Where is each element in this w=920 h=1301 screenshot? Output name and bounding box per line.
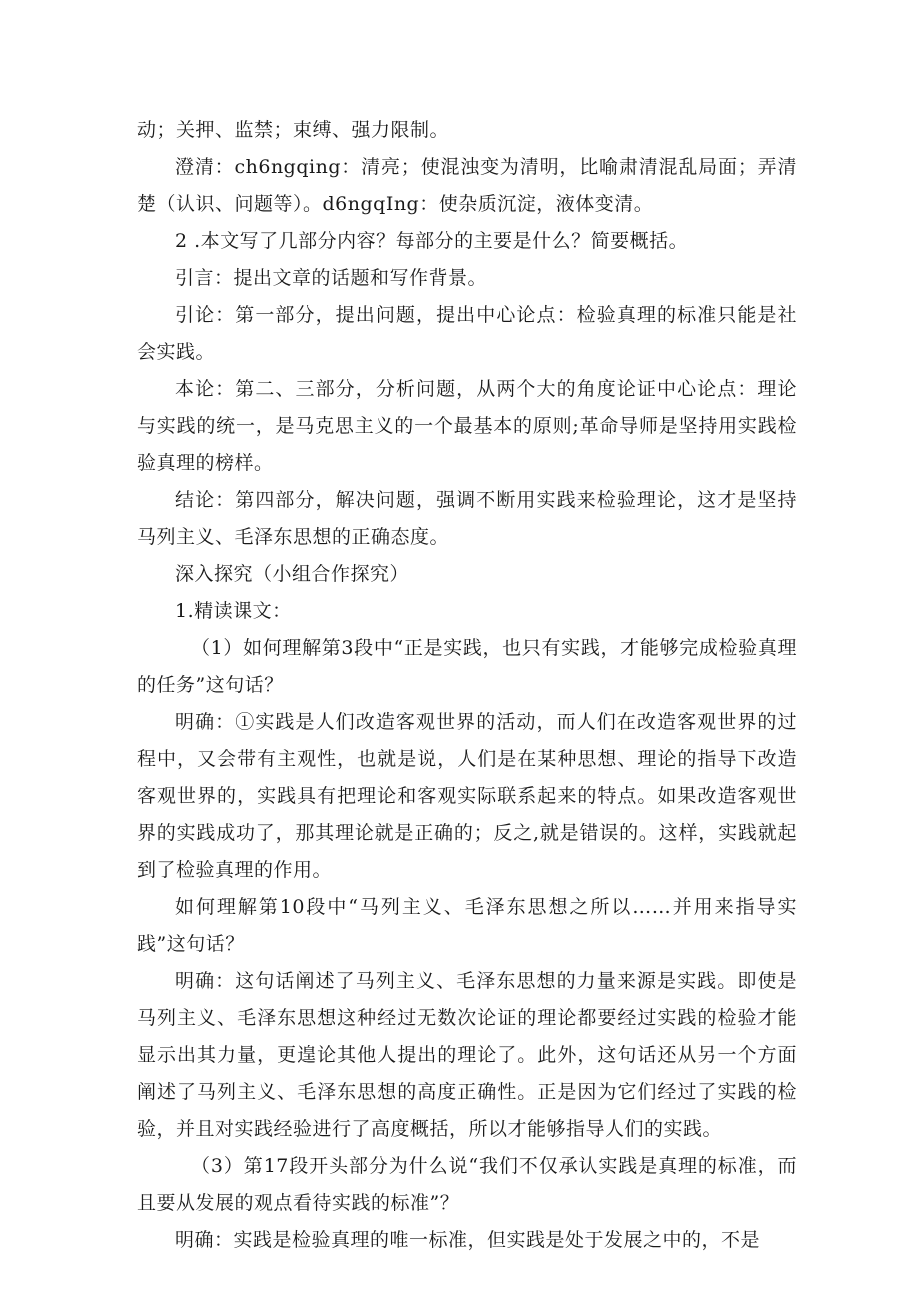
paragraph: 引言：提出文章的话题和写作背景。 [175,267,488,289]
answer-paragraph: 明确：这句话阐述了马列主义、毛泽东思想的力量来源是实践。即使是马列主义、毛泽东思想这种经过无数次论证的理论都要经过实践的检验才能显示出其力量，更遑论其他人提出的理论了。此外，这句话还从另一个方面阐述了马列主义、毛泽东思想的高度正确性。正是因为它们经过了实践的检验，并且对实践经验进行了高度概括，所以才能够指导人们的实践。 [137,970,797,1140]
paragraph: 动；关押、监禁；束缚、强力限制。 [137,119,450,141]
paragraph: 结论：第四部分，解决问题，强调不断用实践来检验理论，这才是坚持马列主义、毛泽东思想的正确态度。 [137,489,797,548]
document-page [137,112,797,1259]
question-heading: （1）如何理解第3段中“正是实践，也只有实践，才能够完成检验真理的任务”这句话？ [137,637,797,696]
question-heading: （3）第17段开头部分为什么说“我们不仅承认实践是真理的标准，而且要从发展的观点看待实践的标准”？ [137,1155,797,1214]
answer-paragraph: 明确：实践是检验真理的唯一标准，但实践是处于发展之中的，不是 [175,1229,761,1251]
question-heading: 如何理解第10段中“马列主义、毛泽东思想之所以……并用来指导实践”这句话？ [137,896,797,955]
paragraph: 本论：第二、三部分，分析问题，从两个大的角度论证中心论点：理论与实践的统一，是马克思主义的一个最基本的原则;革命导师是坚持用实践检验真理的榜样。 [137,378,797,474]
question-heading: 2 .本文写了几部分内容？每部分的主要是什么？简要概括。 [175,230,689,252]
paragraph: 引论：第一部分，提出问题，提出中心论点：检验真理的标准只能是社会实践。 [137,304,797,363]
paragraph: 澄清：ch6ngqing：清亮；使混浊变为清明，比喻肃清混乱局面；弄清楚（认识、问题等）。d6ngqIng：使杂质沉淀，液体变清。 [137,156,797,215]
section-heading: 1.精读课文： [175,600,292,622]
section-heading: 深入探究（小组合作探究） [175,563,410,585]
answer-paragraph: 明确：①实践是人们改造客观世界的活动，而人们在改造客观世界的过程中，又会带有主观性，也就是说，人们是在某种思想、理论的指导下改造客观世界的，实践具有把理论和客观实际联系起来的特点。如果改造客观世界的实践成功了，那其理论就是正确的；反之,就是错误的。这样，实践就起到了检验真理的作用。 [137,711,797,881]
